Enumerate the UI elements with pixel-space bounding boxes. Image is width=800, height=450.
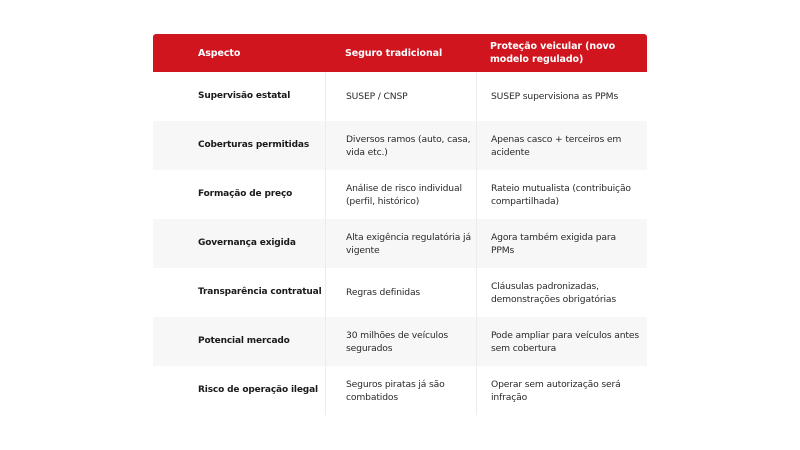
row-aspect: Coberturas permitidas	[198, 140, 310, 150]
row-aspect: Transparência contratual	[198, 287, 322, 297]
row-new-model: Cláusulas padronizadas, demonstrações obrigatórias	[476, 268, 647, 317]
table-row	[153, 170, 647, 219]
row-traditional: Diversos ramos (auto, casa, vida etc.)	[325, 121, 476, 170]
table-row	[153, 219, 647, 268]
table-header	[153, 34, 647, 72]
row-aspect: Formação de preço	[198, 189, 293, 199]
header-traditional-insurance: Seguro tradicional	[345, 47, 443, 59]
table-row	[153, 121, 647, 170]
comparison-table	[153, 34, 647, 415]
row-traditional: Análise de risco individual (perfil, histórico)	[325, 170, 476, 219]
row-traditional: Alta exigência regulatória já vigente	[325, 219, 476, 268]
row-aspect: Supervisão estatal	[198, 91, 291, 101]
row-new-model: Apenas casco + terceiros em acidente	[476, 121, 647, 170]
row-traditional: SUSEP / CNSP	[325, 72, 476, 121]
table-row	[153, 366, 647, 415]
row-new-model: Operar sem autorização será infração	[476, 366, 647, 415]
row-aspect: Risco de operação ilegal	[198, 385, 318, 395]
table-row	[153, 268, 647, 317]
row-aspect: Potencial mercado	[198, 336, 290, 346]
header-aspect: Aspecto	[198, 47, 241, 59]
table-row	[153, 317, 647, 366]
row-traditional: Regras definidas	[325, 268, 476, 317]
row-new-model: Agora também exigida para PPMs	[476, 219, 647, 268]
header-vehicle-protection: Proteção veicular (novo modelo regulado)	[490, 41, 616, 65]
row-aspect: Governança exigida	[198, 238, 296, 248]
row-new-model: Pode ampliar para veículos antes sem cobertura	[476, 317, 647, 366]
row-traditional: 30 milhões de veículos segurados	[325, 317, 476, 366]
table-row	[153, 72, 647, 121]
row-new-model: Rateio mutualista (contribuição compartilhada)	[476, 170, 647, 219]
row-new-model: SUSEP supervisiona as PPMs	[476, 72, 647, 121]
row-traditional: Seguros piratas já são combatidos	[325, 366, 476, 415]
